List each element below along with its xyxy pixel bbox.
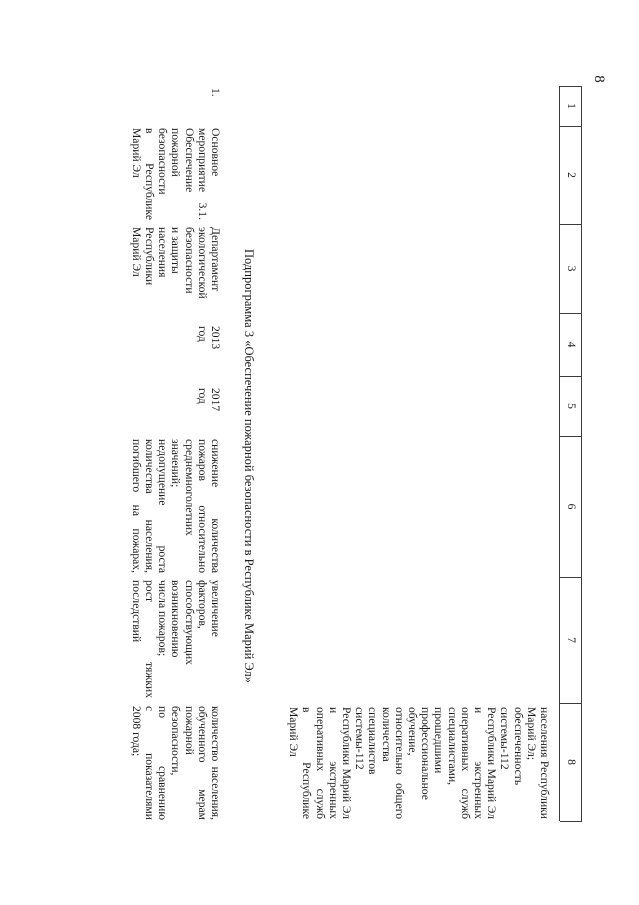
indicator-link-cell bbox=[130, 706, 222, 820]
text-line: в Республике bbox=[142, 128, 156, 220]
text-line: числа пожаров; bbox=[156, 580, 170, 657]
text-line: Марий Эл bbox=[129, 227, 143, 277]
text-line: профессиональное bbox=[419, 707, 433, 800]
text-line: обученного мерам bbox=[195, 706, 209, 820]
measure-name-cell bbox=[130, 128, 222, 220]
text-line: год bbox=[195, 388, 209, 404]
text-line: и экстренных bbox=[326, 707, 340, 819]
continuation-indicator-cell bbox=[287, 707, 551, 819]
text-line: и экстренных bbox=[471, 707, 485, 819]
text-line: 2008 года; bbox=[129, 706, 143, 757]
text-line: специалистов bbox=[366, 707, 380, 775]
text-line: Департамент bbox=[209, 227, 222, 292]
text-line: обучение, bbox=[405, 707, 419, 756]
text-line: специалистами, bbox=[445, 707, 459, 786]
text-line: год bbox=[195, 326, 209, 342]
start-year-cell bbox=[196, 326, 222, 366]
start-year: 2013 bbox=[209, 326, 222, 350]
text-line: количества bbox=[379, 707, 393, 762]
text-line: обеспеченность bbox=[511, 707, 525, 786]
row-number-cell bbox=[209, 88, 222, 118]
text-line: последствий bbox=[129, 580, 143, 643]
text-line: недопущение роста bbox=[156, 439, 170, 573]
end-year: 2017 bbox=[209, 388, 222, 412]
text-line: способствующих bbox=[182, 580, 196, 665]
page-number: 8 bbox=[591, 75, 607, 83]
text-line: экологической bbox=[195, 227, 209, 299]
text-line: Марий Эл; bbox=[524, 707, 538, 761]
text-line: с показателями bbox=[142, 706, 156, 820]
text-line: относительно общего bbox=[392, 707, 406, 819]
text-line: рост тяжких bbox=[142, 580, 156, 698]
text-line: и защиты bbox=[169, 227, 183, 274]
text-line: населения Республики bbox=[538, 707, 551, 819]
text-line: Республики bbox=[142, 227, 156, 286]
column-number-6: 6 bbox=[565, 503, 578, 510]
column-number-2: 2 bbox=[565, 172, 578, 178]
text-line: Обеспечение bbox=[182, 128, 196, 193]
responsible-executor-cell bbox=[130, 227, 222, 311]
text-line: возникновению bbox=[169, 580, 183, 658]
consequences-cell bbox=[130, 580, 222, 698]
row-number: 1. bbox=[209, 88, 222, 97]
text-line: безопасности bbox=[182, 227, 196, 294]
end-year-cell bbox=[196, 388, 222, 428]
column-number-1: 1 bbox=[565, 103, 578, 109]
column-number-4: 4 bbox=[565, 341, 578, 348]
expected-result-cell bbox=[130, 439, 222, 573]
text-line: погибшего на пожарах, bbox=[129, 439, 143, 573]
text-line: мероприятие 3.1. bbox=[195, 128, 209, 220]
text-line: в Республике bbox=[300, 707, 314, 819]
text-line: количества населения, bbox=[142, 439, 156, 573]
text-line: Республики Марий Эл bbox=[485, 707, 499, 819]
column-number-7: 7 bbox=[565, 637, 578, 643]
text-line: Марий Эл bbox=[129, 128, 143, 178]
column-number-3: 3 bbox=[565, 265, 578, 272]
subprogram-title: Подпрограмма 3 «Обеспечение пожарной безопасности в Республике Марий Эл» bbox=[242, 249, 256, 683]
text-line: снижение количества bbox=[209, 439, 222, 573]
text-line: прошедшими bbox=[432, 707, 446, 774]
text-line: оперативных служб bbox=[458, 707, 472, 819]
text-line: оперативных служб bbox=[313, 707, 327, 819]
text-line: населения bbox=[156, 227, 170, 278]
text-line: пожарной bbox=[169, 128, 183, 177]
text-line: пожаров относительно bbox=[195, 439, 209, 573]
column-number-5: 5 bbox=[565, 403, 578, 409]
text-line: значений; bbox=[169, 439, 183, 488]
text-line: пожарной bbox=[182, 706, 196, 755]
text-line: системы-112 bbox=[498, 707, 512, 770]
rotated-table-sheet bbox=[102, 86, 582, 846]
text-line: безопасности, bbox=[169, 706, 183, 776]
text-line: Марий Эл bbox=[287, 707, 301, 757]
text-line: Основное bbox=[209, 128, 222, 177]
text-line: факторов, bbox=[195, 580, 209, 629]
text-line: количество населения, bbox=[209, 706, 222, 820]
text-line: безопасности bbox=[156, 128, 170, 195]
column-number-8: 8 bbox=[565, 759, 578, 765]
text-line: увеличение bbox=[209, 580, 222, 637]
text-line: системы-112 bbox=[353, 707, 367, 770]
text-line: среднемноголетних bbox=[182, 439, 196, 536]
text-line: Республики Марий Эл bbox=[339, 707, 353, 819]
header-column-divider bbox=[560, 821, 582, 822]
text-line: по сравнению bbox=[156, 706, 170, 820]
